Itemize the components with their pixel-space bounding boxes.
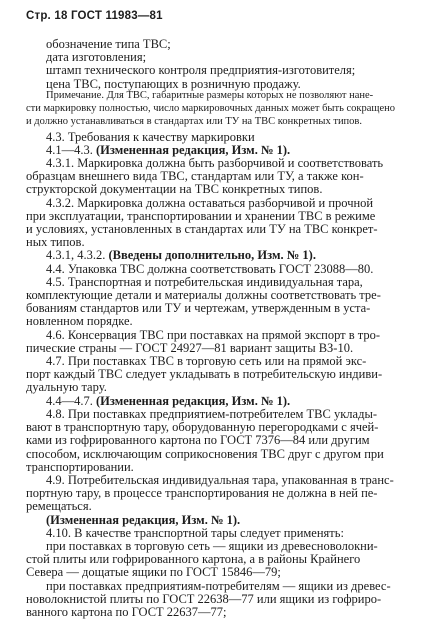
amendment-note: (Введены дополнительно, Изм. № 1).	[108, 248, 316, 263]
text-line: обозначение типа ТВС;	[46, 37, 171, 51]
text-line: ванного картона по ГОСТ 22637—77;	[26, 605, 227, 619]
text-line: штамп технического контроля предприятия-изготовителя;	[46, 63, 356, 78]
amendment-note: (Измененная редакция, Изм. № 1).	[96, 393, 291, 408]
text-line: транспортировании.	[26, 459, 134, 474]
amendment-number: 4.3.1, 4.3.2.	[46, 248, 106, 263]
text-line: способом, исключающим соприкосновения ТВС друг с другом при	[26, 446, 384, 461]
text-line: новолокнистой плиты по ГОСТ 22638—77 или ящики из гофриро-	[26, 591, 382, 606]
text-line: образцам внешнего вида ТВС, стандартам или ТУ, а также кон-	[26, 169, 364, 184]
note-line: и должно устанавливаться в стандартах или ТУ на ТВС конкретных типов.	[26, 116, 363, 128]
text-line: стой плиты или гофрированного картона, а в районы Крайнего	[26, 552, 361, 567]
note-line: Примечание. Для ТВС, габаритные размеры которых не позволяют нане-	[46, 89, 374, 101]
text-line: вают в транспортную тару, оборудованную перегородками с ячей-	[26, 420, 379, 435]
text-line: 4.4. Упаковка ТВС должна соответствовать ГОСТ 23088—80.	[46, 261, 374, 276]
text-line: бованиям стандартов или ТУ и чертежам, утвержденным в уста-	[26, 301, 371, 316]
text-line: 4.8. При поставках предприятием-потребителем ТВС уклады-	[46, 406, 378, 421]
amendment-number: 4.1—4.3.	[46, 142, 93, 157]
text-line: дата изготовления;	[46, 50, 147, 65]
text-line: дуальную тару.	[26, 380, 107, 395]
note-line: сти маркировку полностью, число маркировочных данных может быть сокращено	[26, 103, 396, 114]
text-line: комплектующие детали и материалы должны соответствовать тре-	[26, 288, 381, 302]
text-line: 4.10. В качестве транспортной тары следует применять:	[46, 525, 344, 540]
text-line: ремещаться.	[26, 499, 92, 514]
section-heading: 4.3. Требования к качеству маркировки	[46, 129, 255, 144]
text-line: ками из гофрированного картона по ГОСТ 7376—84 или другим	[26, 433, 370, 448]
text-line: и условиях, установленных в стандартах или ТУ на ТВС конкрет-	[26, 221, 378, 236]
page-header: Стр. 18 ГОСТ 11983—81	[26, 10, 163, 22]
text-line: при эксплуатации, транспортировании и хранении ТВС в режиме	[26, 208, 376, 223]
text-line: структорской документации на ТВС конкретных типов.	[26, 182, 323, 197]
amendment-line	[46, 248, 316, 262]
text-line: 4.5. Транспортная и потребительская индивидуальная тара,	[46, 274, 363, 289]
text-line: 4.7. При поставках ТВС в торговую сеть или на прямой экс-	[46, 354, 367, 368]
amendment-line	[46, 143, 290, 157]
text-line: пические страны — ГОСТ 24927—81 вариант защиты ВЗ-10.	[26, 340, 354, 355]
text-line: 4.3.2. Маркировка должна оставаться разборчивой и прочной	[46, 195, 374, 210]
amendment-line	[46, 394, 290, 408]
text-line: Севера — дощатые ящики по ГОСТ 15846—79;	[26, 565, 281, 580]
text-line: новленном порядке.	[26, 314, 133, 329]
amendment-note: (Измененная редакция, Изм. № 1).	[96, 142, 291, 157]
amendment-note: (Измененная редакция, Изм. № 1).	[46, 512, 241, 527]
text-line: при поставках в торговую сеть — ящики из древесноволокни-	[46, 539, 378, 553]
amendment-number: 4.4—4.7.	[46, 393, 93, 408]
text-line: порт каждый ТВС следует укладывать в потребительскую индиви-	[26, 367, 383, 382]
text-line: ных типов.	[26, 235, 85, 250]
text-line: портную тару, в процессе транспортирования не должна в ней пе-	[26, 486, 378, 501]
text-line: цена ТВС, поступающих в розничную продажу.	[46, 76, 301, 91]
text-line: при поставках предприятиям-потребителям — ящики из древес-	[46, 578, 391, 593]
text-line: 4.3.1. Маркировка должна быть разборчивой и соответствовать	[46, 155, 384, 170]
text-line: 4.6. Консервация ТВС при поставках на прямой экспорт в тро-	[46, 327, 381, 342]
text-line: 4.9. Потребительская индивидуальная тара, упакованная в транс-	[46, 472, 394, 487]
